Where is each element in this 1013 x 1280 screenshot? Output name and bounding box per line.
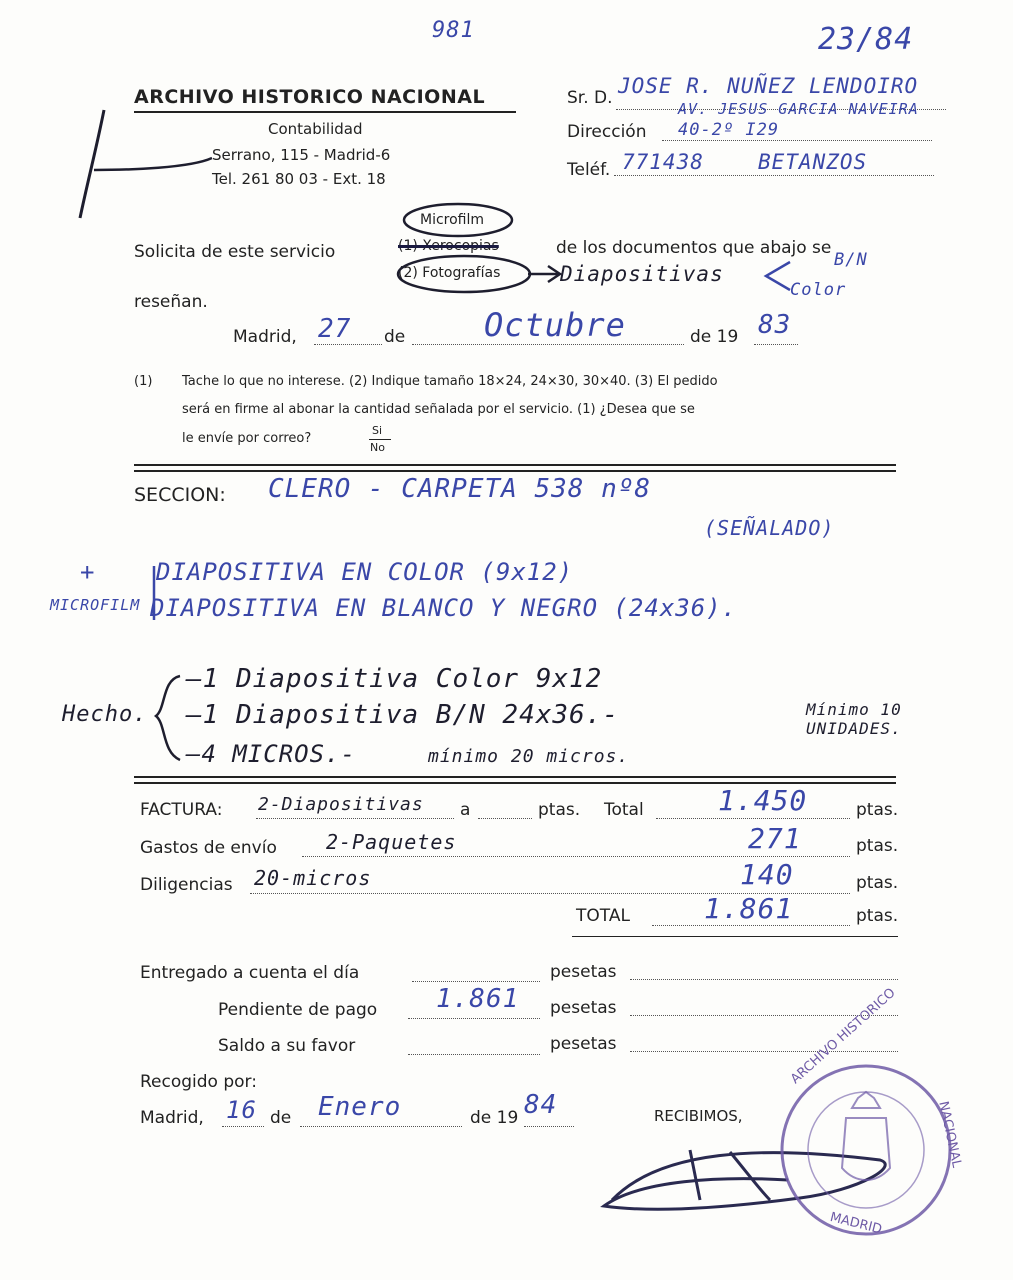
stamp-right-text: NACIONAL <box>935 1100 965 1170</box>
seccion-item1: DIAPOSITIVA EN COLOR (9x12) <box>156 558 574 586</box>
microfilm-circle <box>404 204 512 236</box>
hecho-line2: —1 Diapositiva B/N 24x36.- <box>186 700 619 730</box>
note-line1: Tache lo que no interese. (2) Indique tamaño 18×24, 24×30, 30×40. (3) El pedido <box>182 374 718 389</box>
note-line2: será en firme al abonar la cantidad señalada por el servicio. (1) ¿Desea que se <box>182 402 695 417</box>
recibimos-label: RECIBIMOS, <box>654 1107 743 1125</box>
diligencias-item: 20-micros <box>254 866 372 890</box>
seccion-note: (SEÑALADO) <box>704 516 835 540</box>
entregado-pesetas: pesetas <box>550 962 617 982</box>
saldo-pesetas: pesetas <box>550 1034 617 1054</box>
request-suffix2: reseñan. <box>134 292 208 312</box>
grand-total-value: 1.861 <box>704 892 794 925</box>
recibo-day: 16 <box>226 1096 257 1124</box>
hecho-line3-note: mínimo 20 micros. <box>428 746 630 767</box>
hecho-line2-note: Mínimo 10 UNIDADES. <box>806 700 902 738</box>
fotografias-circle <box>398 256 530 292</box>
entregado-label: Entregado a cuenta el día <box>140 963 360 983</box>
seccion-value: CLERO - CARPETA 538 nº8 <box>268 474 652 504</box>
institution-name: ARCHIVO HISTORICO NACIONAL <box>134 86 486 108</box>
client-city: BETANZOS <box>758 150 868 174</box>
pendiente-label: Pendiente de pago <box>218 1000 378 1020</box>
date-madrid: Madrid, <box>233 327 297 347</box>
x-mark-icon <box>80 110 104 218</box>
client-address-line2: 40-2º I29 <box>678 120 780 140</box>
factura-ptas-unit: ptas. <box>538 800 581 820</box>
gastos-label: Gastos de envío <box>140 838 277 858</box>
phone: Tel. 261 80 03 - Ext. 18 <box>212 170 386 188</box>
sr-label: Sr. D. <box>567 88 613 108</box>
recibo-de1: de <box>270 1108 292 1128</box>
factura-total-label: Total <box>604 800 644 820</box>
request-suffix: de los documentos que abajo se <box>556 238 832 258</box>
gastos-item: 2-Paquetes <box>326 830 457 854</box>
date-year: 83 <box>758 310 792 340</box>
factura-total-value: 1.450 <box>718 784 808 817</box>
gastos-ptas: ptas. <box>856 836 899 856</box>
factura-a: a <box>460 800 471 820</box>
grand-total-ptas: ptas. <box>856 906 899 926</box>
client-phone: 771438 <box>622 150 704 174</box>
date-month: Octubre <box>484 306 626 344</box>
note-si: Si <box>372 424 383 437</box>
note-number: (1) <box>134 374 153 389</box>
client-name: JOSE R. NUÑEZ LENDOIRO <box>618 74 919 98</box>
date-day: 27 <box>318 314 352 344</box>
diligencias-label: Diligencias <box>140 875 233 895</box>
gastos-value: 271 <box>748 822 802 855</box>
saldo-label: Saldo a su favor <box>218 1036 356 1056</box>
note-no: No <box>370 441 385 454</box>
client-address-line1: AV. JESUS GARCIA NAVEIRA <box>678 100 919 118</box>
recibo-de2: de 19 <box>470 1108 519 1128</box>
fotografias-option: (2) Fotografías <box>398 265 501 281</box>
handwritten-color: Color <box>790 280 847 300</box>
handwritten-diapositivas: Diapositivas <box>560 262 724 286</box>
recibo-month: Enero <box>318 1092 402 1122</box>
pendiente-pesetas: pesetas <box>550 998 617 1018</box>
seccion-item2: DIAPOSITIVA EN BLANCO Y NEGRO (24x36). <box>150 594 738 622</box>
seccion-side-note: MICROFILM <box>50 596 141 614</box>
hecho-label: Hecho. <box>62 702 148 727</box>
department: Contabilidad <box>268 120 363 138</box>
factura-ptas: ptas. <box>856 800 899 820</box>
pendiente-value: 1.861 <box>436 984 520 1014</box>
stamp-top-text: ARCHIVO HISTORICO <box>788 985 899 1088</box>
date-de2: de 19 <box>690 327 739 347</box>
address: Serrano, 115 - Madrid-6 <box>212 146 391 164</box>
diligencias-value: 140 <box>740 858 794 891</box>
factura-label: FACTURA: <box>140 800 223 820</box>
xerocopias-option: (1) Xerocopias <box>398 238 499 254</box>
hecho-brace <box>156 676 180 760</box>
address-label: Dirección <box>567 122 647 142</box>
seccion-plus: + <box>80 558 96 586</box>
handwritten-bn: B/N <box>834 250 868 270</box>
recibo-year: 84 <box>524 1090 558 1120</box>
recogido-label: Recogido por: <box>140 1072 257 1092</box>
factura-item: 2-Diapositivas <box>258 794 424 815</box>
hecho-line1: —1 Diapositiva Color 9x12 <box>186 664 603 694</box>
date-de1: de <box>384 327 406 347</box>
stamp-bottom-text: MADRID <box>828 1210 884 1238</box>
seccion-label: SECCION: <box>134 484 226 506</box>
grand-total-label: TOTAL <box>576 906 630 926</box>
corner-number-left: 981 <box>432 18 475 43</box>
phone-label: Teléf. <box>567 160 611 180</box>
hecho-line3: —4 MICROS.- <box>186 740 356 768</box>
note-line3: le envíe por correo? <box>182 431 312 446</box>
corner-number-right: 23/84 <box>818 22 914 57</box>
request-prefix: Solicita de este servicio <box>134 242 336 262</box>
microfilm-option: Microfilm <box>420 212 485 228</box>
recibo-madrid: Madrid, <box>140 1108 204 1128</box>
diligencias-ptas: ptas. <box>856 873 899 893</box>
